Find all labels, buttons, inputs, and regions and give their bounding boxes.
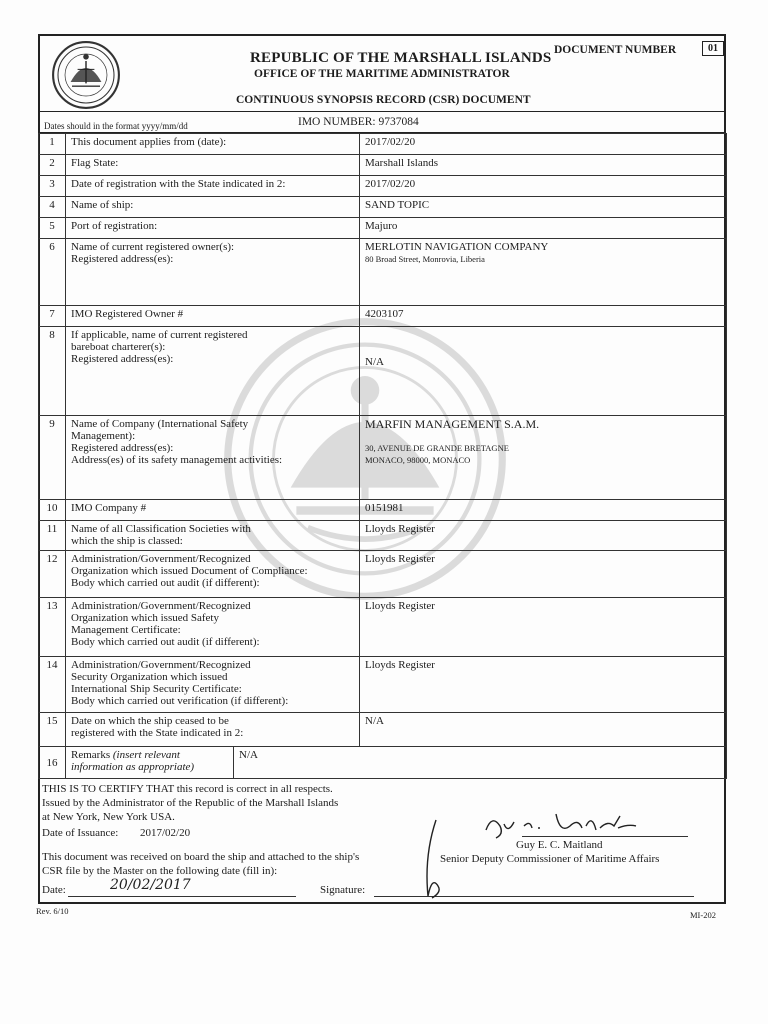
label-line: Administration/Government/Recognized (71, 600, 251, 612)
issuance-date: 2017/02/20 (140, 827, 191, 839)
document-number-box: 01 (702, 41, 724, 56)
row-label (66, 327, 360, 416)
row-label: Date of registration with the State indicated in 2: (66, 176, 360, 197)
table-row (39, 416, 727, 500)
signature-label: Signature: (320, 884, 366, 896)
table-row (39, 598, 727, 657)
row-value: Lloyds Register (360, 657, 727, 713)
label-line: information as appropriate) (71, 761, 195, 773)
table-row (39, 500, 727, 521)
row-label (66, 521, 360, 551)
certify-line1: THIS IS TO CERTIFY THAT this record is correct in all respects. (42, 783, 333, 795)
label-line: Administration/Government/Recognized (71, 659, 251, 671)
label-line: Name of Company (International Safety (71, 418, 249, 430)
row-label (66, 747, 234, 779)
csr-table (38, 133, 727, 779)
row-value: Majuro (360, 218, 727, 239)
row-number: 12 (39, 551, 66, 598)
table-row (39, 197, 727, 218)
row-value: N/A (234, 747, 727, 779)
row-number: 10 (39, 500, 66, 521)
row-value: 4203107 (360, 306, 727, 327)
row-number: 11 (39, 521, 66, 551)
owner-address: 80 Broad Street, Monrovia, Liberia (365, 254, 485, 264)
label-line: registered with the State indicated in 2: (71, 727, 244, 739)
label-line: International Ship Security Certificate: (71, 683, 242, 695)
label-line: Body which carried out audit (if different): (71, 577, 260, 589)
label-line: Organization which issued Safety (71, 612, 219, 624)
label-line: Body which carried out verification (if different): (71, 695, 289, 707)
label-line: Registered address(es): (71, 353, 174, 365)
row-value: Lloyds Register (360, 598, 727, 657)
row-label: Flag State: (66, 155, 360, 176)
dates-format-note: Dates should in the format yyyy/mm/dd (44, 121, 188, 131)
revision-label: Rev. 6/10 (36, 906, 69, 916)
imo-number: IMO NUMBER: 9737084 (298, 116, 419, 128)
received-line2: CSR file by the Master on the following date (fill in): (42, 865, 278, 877)
certify-line2: Issued by the Administrator of the Republic of the Marshall Islands (42, 797, 339, 809)
signatory-name: Guy E. C. Maitland (516, 839, 603, 851)
row-value: Lloyds Register (360, 551, 727, 598)
table-row (39, 218, 727, 239)
row-value (360, 416, 727, 500)
table-row (39, 155, 727, 176)
table-row (39, 176, 727, 197)
row-label (66, 713, 360, 747)
row-value: N/A (360, 327, 727, 416)
date-label: Date: (42, 884, 66, 896)
table-row (39, 713, 727, 747)
certification-section (38, 780, 726, 904)
date-line (68, 896, 296, 897)
row-number: 2 (39, 155, 66, 176)
row-value: SAND TOPIC (360, 197, 727, 218)
certify-line3: at New York, New York USA. (42, 811, 175, 823)
table-row (39, 239, 727, 306)
document-header-title: REPUBLIC OF THE MARSHALL ISLANDS (250, 50, 552, 66)
issuer-signature (478, 804, 658, 844)
received-date-handwritten: 20/02/2017 (110, 877, 191, 893)
label-line: Name of current registered owner(s): (71, 241, 235, 253)
document-header-subtitle: OFFICE OF THE MARITIME ADMINISTRATOR (254, 68, 510, 80)
label-line: which the ship is classed: (71, 535, 183, 547)
received-line1: This document was received on board the ship and attached to the ship's (42, 851, 360, 863)
row-number: 1 (39, 134, 66, 155)
document-number-label: DOCUMENT NUMBER (554, 44, 677, 56)
label-line: Administration/Government/Recognized (71, 553, 251, 565)
table-row (39, 551, 727, 598)
table-row (39, 306, 727, 327)
table-row (39, 747, 727, 779)
row-label (66, 657, 360, 713)
row-value: Lloyds Register (360, 521, 727, 551)
form-code: MI-202 (690, 910, 716, 920)
row-number: 3 (39, 176, 66, 197)
label-line: Date on which the ship ceased to be (71, 715, 229, 727)
row-number: 15 (39, 713, 66, 747)
row-number: 13 (39, 598, 66, 657)
row-value: N/A (360, 713, 727, 747)
owner-name: MERLOTIN NAVIGATION COMPANY (365, 241, 549, 253)
row-label: Name of ship: (66, 197, 360, 218)
label-line: If applicable, name of current registered (71, 329, 248, 341)
row-value: 0151981 (360, 500, 727, 521)
row-value (360, 239, 727, 306)
label-line: Security Organization which issued (71, 671, 228, 683)
document-title: CONTINUOUS SYNOPSIS RECORD (CSR) DOCUMENT (236, 94, 531, 106)
label-line: Remarks (71, 749, 111, 761)
row-value: 2017/02/20 (360, 134, 727, 155)
table-row (39, 521, 727, 551)
label-line: Registered address(es): (71, 253, 174, 265)
row-label (66, 598, 360, 657)
row-label: IMO Registered Owner # (66, 306, 360, 327)
company-address-line1: 30, AVENUE DE GRANDE BRETAGNE (365, 443, 509, 453)
row-number: 7 (39, 306, 66, 327)
table-row (39, 657, 727, 713)
row-number: 5 (39, 218, 66, 239)
label-line: Management Certificate: (71, 624, 181, 636)
row-label: IMO Company # (66, 500, 360, 521)
label-line: Registered address(es): (71, 442, 174, 454)
table-row (39, 134, 727, 155)
row-number: 14 (39, 657, 66, 713)
label-line: Body which carried out audit (if different): (71, 636, 260, 648)
issuance-label: Date of Issuance: (42, 827, 119, 839)
label-line: Management): (71, 430, 136, 442)
issuer-signature-line (522, 836, 688, 837)
row-value: Marshall Islands (360, 155, 727, 176)
row-number: 6 (39, 239, 66, 306)
row-number: 8 (39, 327, 66, 416)
header-divider (38, 111, 726, 112)
company-address-line2: MONACO, 98000, MONACO (365, 455, 471, 465)
row-number: 9 (39, 416, 66, 500)
master-signature (416, 816, 446, 902)
row-number: 4 (39, 197, 66, 218)
label-line: Address(es) of its safety management activities: (71, 454, 283, 466)
table-row (39, 327, 727, 416)
row-label: This document applies from (date): (66, 134, 360, 155)
row-number: 16 (39, 747, 66, 779)
label-line: Organization which issued Document of Compliance: (71, 565, 308, 577)
row-label (66, 551, 360, 598)
row-label (66, 416, 360, 500)
row-value: 2017/02/20 (360, 176, 727, 197)
signatory-title: Senior Deputy Commissioner of Maritime Affairs (440, 853, 660, 865)
row-label (66, 239, 360, 306)
row-label: Port of registration: (66, 218, 360, 239)
label-line: (insert relevant (112, 749, 180, 761)
label-line: Name of all Classification Societies with (71, 523, 251, 535)
company-name: MARFIN MANAGEMENT S.A.M. (365, 417, 540, 431)
label-line: bareboat charterer(s): (71, 341, 166, 353)
